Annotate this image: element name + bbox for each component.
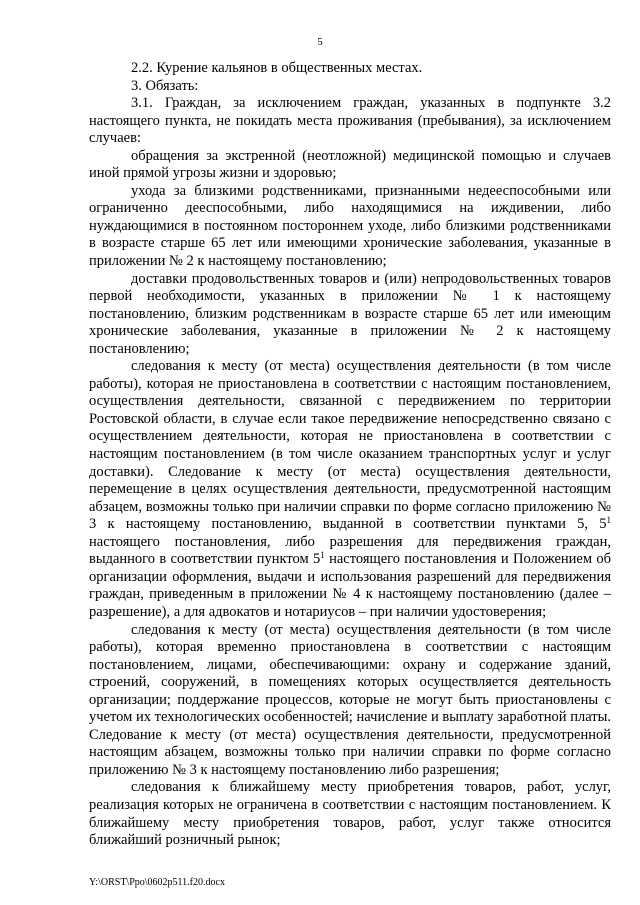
paragraph-relatives-care: ухода за близкими родственниками, признанными недееспособными или ограниченно дееспособными, либо находящимися на иждивении, либо нуждающимися в постоянном постороннем уходе, либо близкими родственниками в возрасте старше 65 лет или имеющими хронические заболевания, указанные в приложении № 2 к настоящему постановлению; [89, 182, 611, 270]
paragraph-3-1: 3.1. Граждан, за исключением граждан, указанных в подпункте 3.2 настоящего пункта, не покидать места проживания (пребывания), за исключением случаев: [89, 95, 611, 147]
footer-file-path: Y:\ORST\Ppo\0602p511.f20.docx [89, 877, 225, 888]
paragraph-goods-delivery: доставки продовольственных товаров и (или) непродовольственных товаров первой необходимости, указанных в приложении № 1 к настоящему постановлению, близким родственникам в возрасте старше 65 лет или имеющим хронические заболевания, указанные в приложении № 2 к настоящему постановлению; [89, 270, 611, 357]
paragraph-work-travel-part3: настоящего постановления и Положением об организации оформления, выдачи и использования разрешений для передвижения граждан, приведенным в приложении № 4 к настоящему постановлению (далее – разрешение), а для адвокатов и нотариусов – при наличии удостоверения; [89, 551, 612, 620]
paragraph-3: 3. Обязать: [131, 77, 199, 94]
superscript-1: 1 [320, 550, 325, 561]
paragraph-work-travel-part2: настоящего постановления, либо разрешения для передвижения граждан, выданного в соответствии пунктом 5 [89, 533, 611, 568]
document-body [89, 60, 611, 850]
paragraph-nearest-shop: следования к ближайшему месту приобретения товаров, работ, услуг, реализация которых не ограничена в соответствии с настоящим постановлением. К ближайшему месту приобретения товаров, работ, услуг также относится ближайший розничный рынок; [89, 779, 611, 849]
superscript-1: 1 [606, 515, 611, 526]
paragraph-work-travel-part1: следования к месту (от места) осуществления деятельности (в том числе работы), которая не приостановлена в соответствии с настоящим постановлением, осуществления деятельности, связанной с передвижением по территории Ростовской области, в случае если такое передвижение непосредственно связано с осуществлением деятельности, которая не приостановлена в соответствии с настоящим постановлением (в том числе оказанием транспортных услуг и услуг доставки). Следование к месту (от места) осуществления деятельности, перемещение в целях осуществления деятельности, предусмотренной настоящим абзацем, возможны только при наличии справки по форме согласно приложению № 3 к настоящему постановлению, выданной в соответствии пунктами 5, 5 [89, 358, 611, 533]
paragraph-suspended-work: следования к месту (от места) осуществления деятельности (в том числе работы), которая временно приостановлена в соответствии с настоящим постановлением, лицами, обеспечивающими: охрану и содержание зданий, строений, сооружений, в помещениях которых осуществляется деятельность организации; поддержание процессов, которые не могут быть приостановлены с учетом их технологических особенностей; начисление и выплату заработной платы. Следование к месту (от места) осуществления деятельности, предусмотренной настоящим абзацем, возможны только при наличии справки по форме согласно приложению № 3 к настоящему постановлению либо разрешения; [89, 621, 611, 778]
paragraph-work-travel [89, 358, 611, 621]
paragraph-medical-help: обращения за экстренной (неотложной) медицинской помощью и случаев иной прямой угрозы жизни и здоровью; [89, 147, 611, 182]
page-number: 5 [317, 36, 323, 48]
paragraph-2-2: 2.2. Курение кальянов в общественных местах. [131, 60, 423, 76]
